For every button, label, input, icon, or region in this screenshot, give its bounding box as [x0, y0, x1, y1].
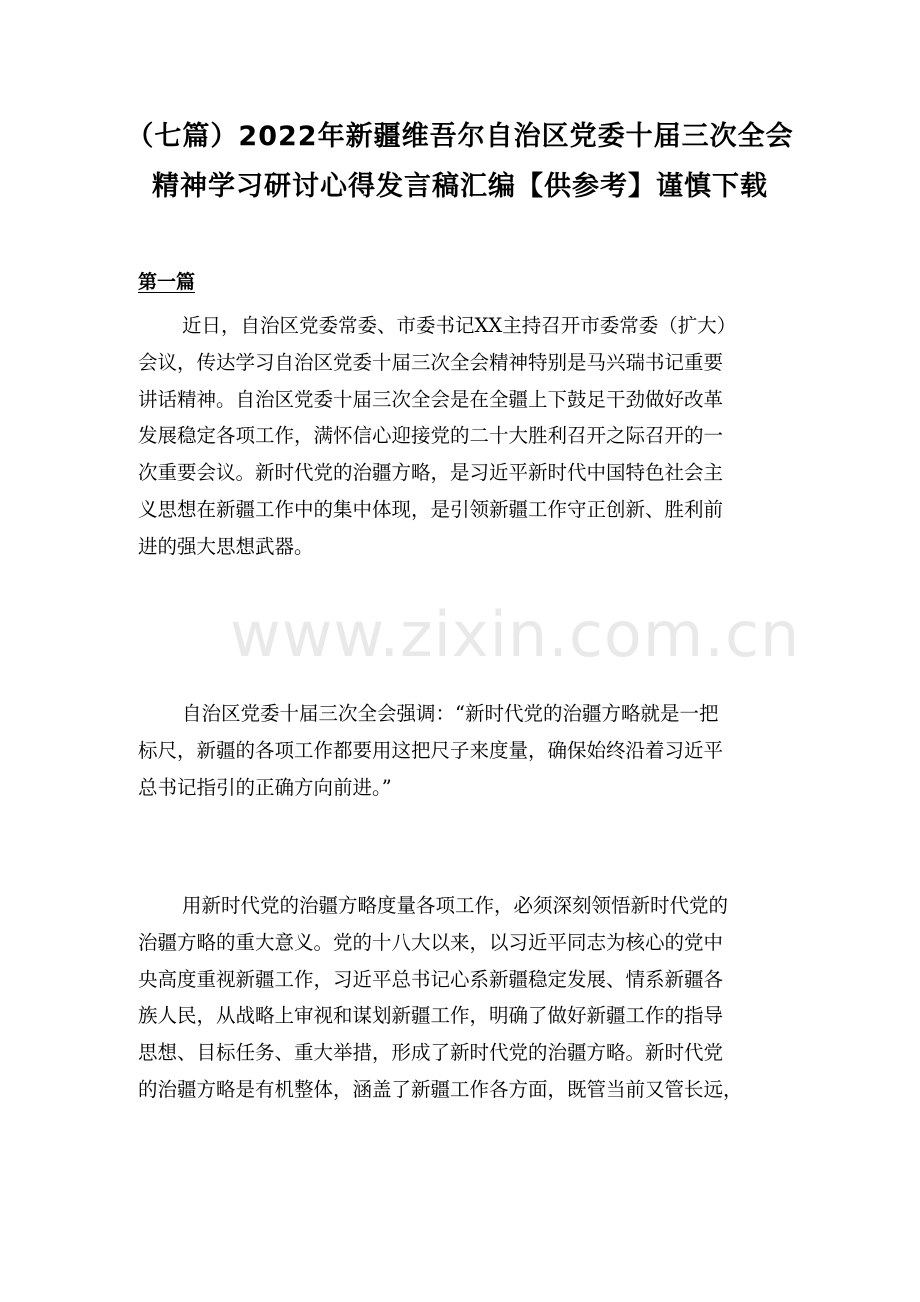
paragraph-line: 进的强大思想武器。	[138, 534, 314, 558]
paragraph-1	[138, 308, 798, 566]
paragraph-line: 的治疆方略是有机整体，涵盖了新疆工作各方面，既管当前又管长远，	[138, 1077, 743, 1101]
paragraph-line: 标尺，新疆的各项工作都要用这把尺子来度量，确保始终沿着习近平	[138, 738, 724, 762]
document-title	[110, 112, 810, 212]
paragraph-2	[138, 696, 798, 806]
paragraph-line: 会议，传达学习自治区党委十届三次全会精神特别是马兴瑞书记重要	[138, 350, 724, 374]
paragraph-line: 次重要会议。新时代党的治疆方略，是习近平新时代中国特色社会主	[138, 461, 724, 485]
title-line-1: （七篇）2022年新疆维吾尔自治区党委十届三次全会	[126, 121, 794, 152]
paragraph-line: 自治区党委十届三次全会强调：“新时代党的治疆方略就是一把	[182, 702, 719, 725]
paragraph-line: 讲话精神。自治区党委十届三次全会是在全疆上下鼓足干劲做好改革	[138, 387, 724, 411]
paragraph-line: 用新时代党的治疆方略度量各项工作，必须深刻领悟新时代党的	[182, 894, 729, 917]
paragraph-line: 总书记指引的正确方向前进。”	[138, 775, 392, 799]
paragraph-line: 发展稳定各项工作，满怀信心迎接党的二十大胜利召开之际召开的一	[138, 424, 724, 448]
paragraph-line: 族人民，从战略上审视和谋划新疆工作，明确了做好新疆工作的指导	[138, 1004, 724, 1028]
paragraph-line: 央高度重视新疆工作，习近平总书记心系新疆稳定发展、情系新疆各	[138, 967, 724, 991]
watermark: www.zixin.com.cn	[230, 598, 801, 671]
paragraph-3	[138, 888, 798, 1109]
section-heading: 第一篇	[138, 271, 196, 293]
paragraph-line: 义思想在新疆工作中的集中体现，是引领新疆工作守正创新、胜利前	[138, 497, 724, 521]
paragraph-line: 治疆方略的重大意义。党的十八大以来，以习近平同志为核心的党中	[138, 930, 724, 954]
paragraph-line: 思想、目标任务、重大举措，形成了新时代党的治疆方略。新时代党	[138, 1041, 724, 1065]
paragraph-line: 近日，自治区党委常委、市委书记XX主持召开市委常委（扩大）	[182, 314, 737, 337]
title-line-2: 精神学习研讨心得发言稿汇编【供参考】谨慎下载	[152, 171, 768, 202]
